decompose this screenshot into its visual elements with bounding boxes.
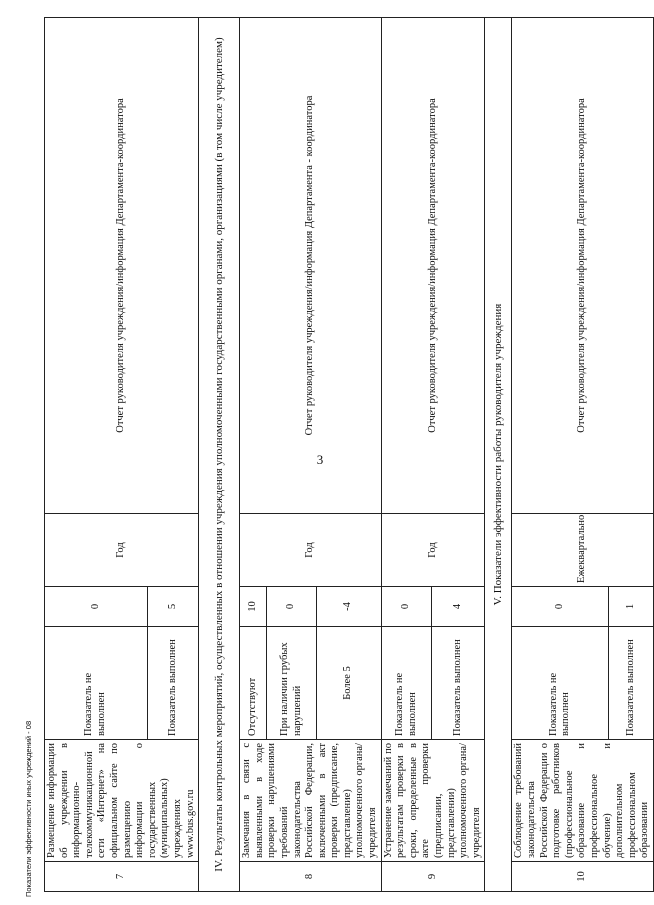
period-cell: Год: [381, 514, 485, 587]
condition-cell: Отсутствуют: [240, 627, 267, 740]
criterion-cell: Размещение информации об учреждении в информационно-телекоммуникационной сети «Интернет» на официальном сайте по размещению информации о государственных (муниципальных) учреждениях www.bus.gov.ru: [45, 740, 199, 862]
period-cell: Ежеквартально: [512, 514, 654, 587]
row-number: 7: [45, 862, 199, 892]
criterion-cell: Соблюдение требований законодательства Российской Федерации о подготовке работников (профессиональное образование и профессиональное обучение) и дополнительном профессиональном образовании: [512, 740, 654, 862]
row-number: 10: [512, 862, 654, 892]
score-cell: 4: [432, 587, 485, 627]
section-header-row: [485, 18, 512, 892]
source-cell: Отчет руководителя учреждения/информация Департамента-координатора: [512, 18, 654, 514]
score-cell: 0: [267, 587, 316, 627]
source-cell: Отчет руководителя учреждения/информация Департамента-координатора: [381, 18, 485, 514]
page-footer: Показатели эффективности иных учреждений - 08: [24, 720, 33, 897]
section-heading: IV. Результаты контрольных мероприятий, осуществленных в отношении учреждения уполномоченными государственными органами, организациями (в том числе учредителем): [199, 18, 240, 892]
score-cell: 10: [240, 587, 267, 627]
period-cell: Год: [45, 514, 199, 587]
section-heading: V. Показатели эффективности работы руководителя учреждения: [485, 18, 512, 892]
source-cell: Отчет руководителя учреждения/информация Департамента-координатора: [45, 18, 199, 514]
table-row-10: [512, 18, 609, 892]
score-cell: 0: [512, 587, 609, 627]
rotated-table-wrapper: [44, 17, 651, 892]
table-row-8: [240, 18, 267, 892]
condition-cell: Более 5: [316, 627, 381, 740]
condition-cell: При наличии грубых нарушений: [267, 627, 316, 740]
criterion-cell: Замечания в связи с выявленными в ходе проверки нарушениями требований законодательства Российской Федерации, включенными в акт проверки (предписание, представление) уполномоченного органа/учредителя: [240, 740, 382, 862]
condition-cell: Показатель не выполнен: [512, 627, 609, 740]
condition-cell: Показатель не выполнен: [45, 627, 148, 740]
section-header-row: [199, 18, 240, 892]
page-number: 3: [316, 452, 324, 467]
condition-cell: Показатель выполнен: [432, 627, 485, 740]
condition-cell: Показатель выполнен: [148, 627, 199, 740]
row-number: 9: [381, 862, 485, 892]
criteria-table: [44, 17, 654, 892]
score-cell: 0: [45, 587, 148, 627]
criterion-cell: Устранение замечаний по результатам проверки в сроки, определенные в акте проверки (предписании, представлении) уполномоченного органа/учредителя: [381, 740, 485, 862]
score-cell: 0: [381, 587, 432, 627]
condition-cell: Показатель не выполнен: [381, 627, 432, 740]
condition-cell: Показатель выполнен: [608, 627, 653, 740]
row-number: 8: [240, 862, 382, 892]
table-row-7: [45, 18, 148, 892]
source-cell: Отчет руководителя учреждения/информация Департамента - координатора: [240, 18, 382, 514]
table-row-9: [381, 18, 432, 892]
score-cell: 1: [608, 587, 653, 627]
score-cell: -4: [316, 587, 381, 627]
score-cell: 5: [148, 587, 199, 627]
period-cell: Год: [240, 514, 382, 587]
